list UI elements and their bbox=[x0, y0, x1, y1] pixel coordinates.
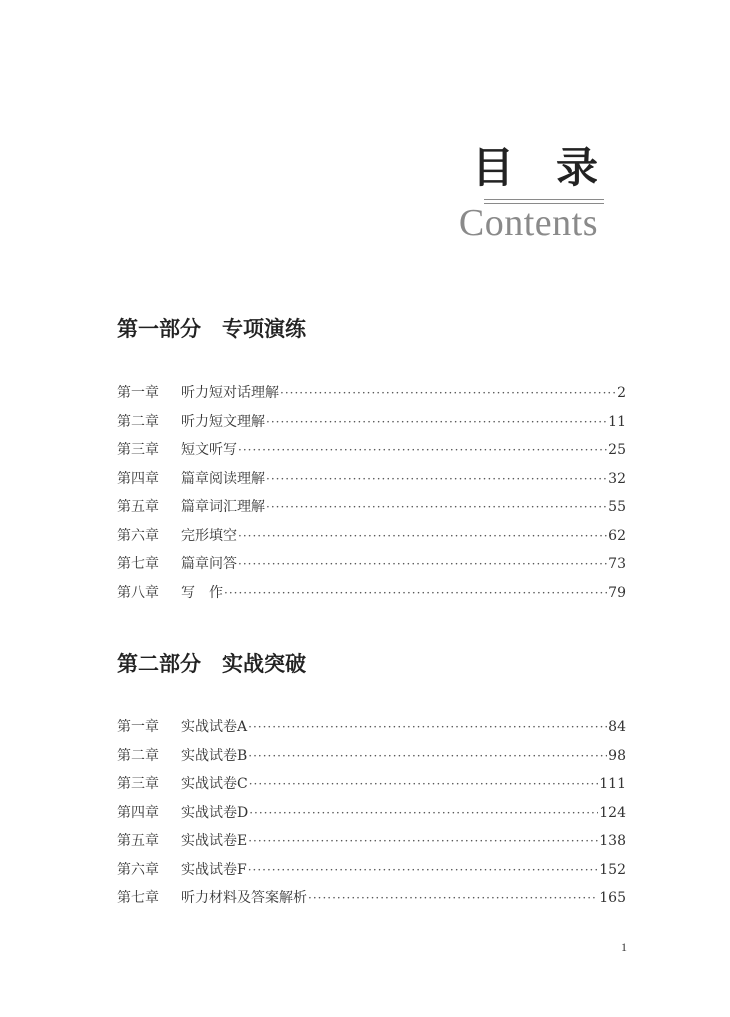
chapter-number: 第八章 bbox=[117, 584, 159, 601]
dot-leader bbox=[224, 586, 607, 600]
dot-leader bbox=[238, 557, 607, 571]
chapter-title: 实战试卷A bbox=[181, 719, 248, 735]
dot-leader bbox=[248, 863, 599, 877]
toc-entry[interactable] bbox=[117, 887, 626, 916]
chapter-number: 第三章 bbox=[117, 442, 159, 458]
dot-leader bbox=[266, 500, 607, 514]
dot-leader bbox=[266, 415, 607, 429]
chapter-title: 写 作 bbox=[181, 584, 223, 601]
toc-entry[interactable] bbox=[117, 411, 626, 440]
chapter-number: 第一章 bbox=[117, 385, 159, 401]
toc-entry[interactable] bbox=[117, 859, 626, 888]
page-ref: 55 bbox=[608, 499, 626, 515]
toc-entry[interactable] bbox=[117, 496, 626, 525]
chapter-title: 实战试卷D bbox=[181, 804, 249, 821]
chapter-title: 篇章词汇理解 bbox=[181, 499, 265, 515]
page-ref: 98 bbox=[608, 747, 626, 764]
toc-entry[interactable] bbox=[117, 773, 626, 802]
page-number: 1 bbox=[621, 940, 627, 954]
page-ref: 111 bbox=[599, 776, 626, 792]
chapter-title: 篇章问答 bbox=[181, 556, 237, 572]
chapter-number: 第二章 bbox=[117, 413, 159, 430]
toc-entry[interactable] bbox=[117, 439, 626, 468]
chapter-number: 第六章 bbox=[117, 527, 159, 544]
page-ref: 138 bbox=[599, 833, 626, 849]
toc-entry[interactable] bbox=[117, 802, 626, 831]
part-one-chapter-list bbox=[117, 382, 626, 610]
toc-entry[interactable] bbox=[117, 382, 626, 411]
chapter-title: 实战试卷E bbox=[181, 833, 248, 849]
chapter-number: 第五章 bbox=[117, 499, 159, 515]
chapter-number: 第四章 bbox=[117, 470, 159, 487]
toc-entry[interactable] bbox=[117, 468, 626, 497]
page-ref: 79 bbox=[608, 584, 626, 601]
dot-leader bbox=[308, 891, 598, 905]
part-two-title: 第二部分 实战突破 bbox=[117, 652, 306, 676]
page-ref: 73 bbox=[608, 556, 626, 572]
dot-leader bbox=[248, 749, 607, 763]
dot-leader bbox=[238, 529, 607, 543]
toc-entry[interactable] bbox=[117, 830, 626, 859]
page-ref: 152 bbox=[599, 861, 626, 878]
chapter-number: 第四章 bbox=[117, 804, 159, 821]
chapter-title: 实战试卷C bbox=[181, 776, 248, 792]
toc-entry[interactable] bbox=[117, 716, 626, 745]
page-ref: 32 bbox=[608, 470, 626, 487]
dot-leader bbox=[249, 806, 598, 820]
page-ref: 124 bbox=[599, 804, 626, 821]
chapter-title: 听力短对话理解 bbox=[181, 385, 279, 401]
chapter-number: 第六章 bbox=[117, 861, 159, 878]
chapter-title: 听力短文理解 bbox=[181, 413, 265, 430]
chapter-title: 实战试卷B bbox=[181, 747, 248, 764]
chapter-number: 第三章 bbox=[117, 776, 159, 792]
dot-leader bbox=[280, 386, 616, 400]
page-ref: 165 bbox=[599, 890, 626, 906]
toc-entry[interactable] bbox=[117, 525, 626, 554]
dot-leader bbox=[238, 443, 607, 457]
page-ref: 84 bbox=[608, 719, 626, 735]
dot-leader bbox=[266, 472, 607, 486]
part-two-chapter-list bbox=[117, 716, 626, 916]
toc-title-english: Contents bbox=[458, 202, 598, 244]
toc-entry[interactable] bbox=[117, 745, 626, 774]
page-ref: 11 bbox=[608, 413, 626, 430]
chapter-title: 短文听写 bbox=[181, 442, 237, 458]
chapter-title: 听力材料及答案解析 bbox=[181, 890, 307, 906]
chapter-title: 篇章阅读理解 bbox=[181, 470, 265, 487]
chapter-number: 第五章 bbox=[117, 833, 159, 849]
chapter-number: 第二章 bbox=[117, 747, 159, 764]
chapter-number: 第七章 bbox=[117, 556, 159, 572]
chapter-number: 第一章 bbox=[117, 719, 159, 735]
dot-leader bbox=[249, 777, 599, 791]
page-ref: 2 bbox=[617, 385, 626, 401]
dot-leader bbox=[248, 720, 607, 734]
toc-title-chinese: 目录 bbox=[471, 143, 640, 192]
chapter-number: 第七章 bbox=[117, 890, 159, 906]
part-one-title: 第一部分 专项演练 bbox=[117, 317, 306, 341]
dot-leader bbox=[248, 834, 598, 848]
toc-entry[interactable] bbox=[117, 582, 626, 611]
toc-entry[interactable] bbox=[117, 553, 626, 582]
page-ref: 25 bbox=[608, 442, 626, 458]
chapter-title: 实战试卷F bbox=[181, 861, 247, 878]
chapter-title: 完形填空 bbox=[181, 527, 237, 544]
page-ref: 62 bbox=[608, 527, 626, 544]
title-rule-top bbox=[484, 199, 604, 200]
